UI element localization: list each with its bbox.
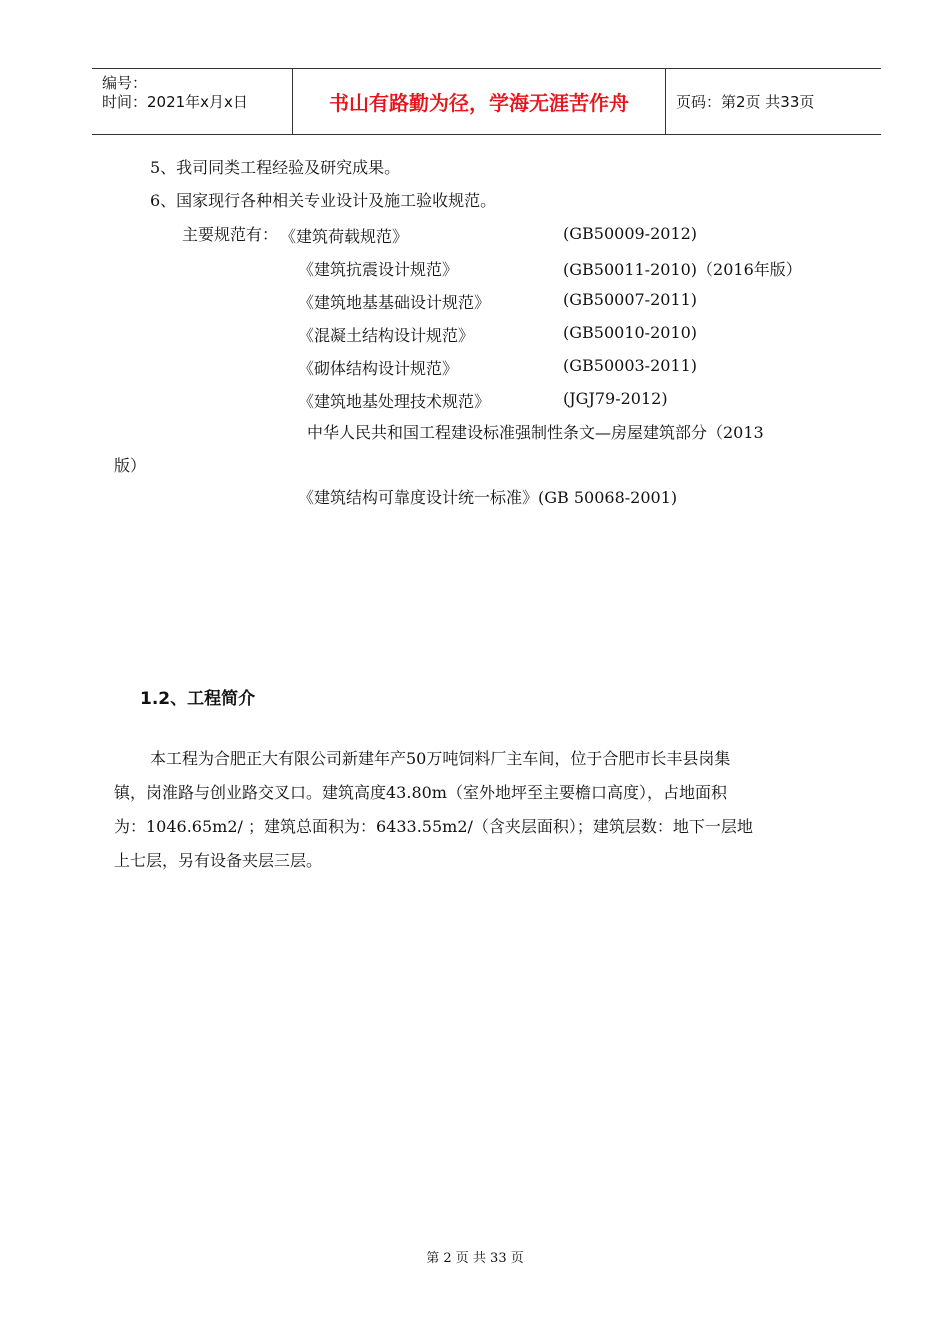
overview-line: 上七层，另有设备夹层三层。: [114, 851, 323, 870]
standard-name: 《建筑地基处理技术规范》: [298, 392, 491, 411]
list-item: 6、国家现行各种相关专业设计及施工验收规范。: [150, 191, 497, 210]
section-title: 1.2、工程简介: [140, 689, 256, 709]
header-page-number: 页码：第2页 共33页: [676, 93, 815, 111]
page-footer: 第 2 页 共 33 页: [426, 1251, 524, 1266]
overview-line: 本工程为合肥正大有限公司新建年产50万吨饲料厂主车间，位于合肥市长丰县岗集: [150, 749, 731, 768]
document-header: [92, 68, 881, 135]
list-item: 5、我司同类工程经验及研究成果。: [150, 158, 401, 177]
standard-code: (GB50003-2011): [563, 356, 698, 375]
standard-code: (GB50011-2010)（2016年版）: [563, 260, 802, 279]
document-number: 编号：: [102, 74, 148, 92]
standard-name: 《建筑抗震设计规范》: [298, 260, 459, 279]
standard-name: 《砌体结构设计规范》: [298, 359, 459, 378]
standard-name: 《混凝土结构设计规范》: [298, 326, 475, 345]
overview-line: 镇，岗淮路与创业路交叉口。建筑高度43.80m（室外地坪至主要檐口高度），占地面积: [114, 783, 727, 802]
mandatory-standard-text-cont: 版）: [114, 456, 147, 475]
standard-code: (JGJ79-2012): [563, 389, 668, 408]
standard-name: 《建筑地基基础设计规范》: [298, 293, 491, 312]
standards-intro: 主要规范有：: [182, 225, 279, 244]
standard-code: (GB50009-2012): [563, 224, 698, 243]
standard-code: (GB50007-2011): [563, 290, 698, 309]
reliability-standard: 《建筑结构可靠度设计统一标准》(GB 50068-2001): [298, 488, 678, 507]
overview-line: 为：1046.65m2/ ；建筑总面积为：6433.55m2/（含夹层面积）；建筑层数：地下一层地: [114, 817, 753, 836]
header-meta-cell: [92, 69, 293, 134]
standard-code: (GB50010-2010): [563, 323, 698, 342]
standard-name: 《建筑荷载规范》: [280, 227, 409, 246]
header-motto: 书山有路勤为径，学海无涯苦作舟: [293, 69, 666, 134]
document-date: 时间：2021年x月x日: [102, 93, 248, 111]
mandatory-standard-text: 中华人民共和国工程建设标准强制性条文—房屋建筑部分（2013: [307, 423, 764, 442]
